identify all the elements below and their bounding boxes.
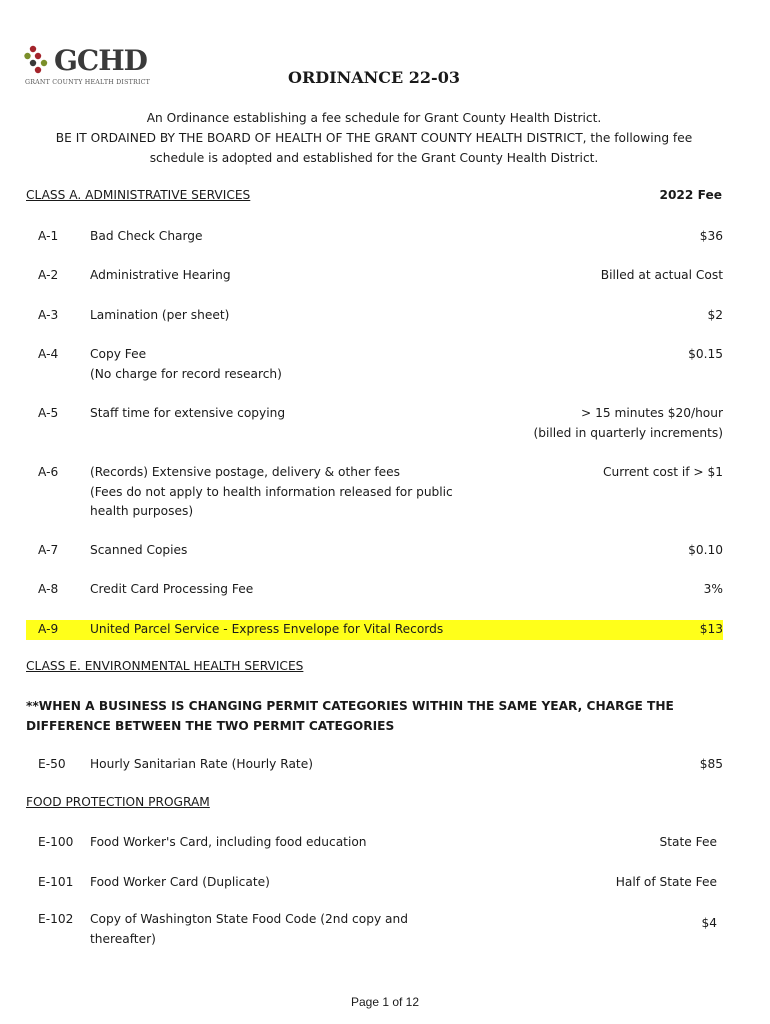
fee-description-line: Food Worker Card (Duplicate) [90,875,270,889]
fee-row [26,580,723,600]
fee-amount-line: $4 [701,916,717,930]
fee-description [90,306,480,326]
fee-row [26,541,723,561]
fee-amount [483,306,723,326]
fee-amount-line: Half of State Fee [615,875,717,889]
fee-amount-line: Current cost if > $1 [603,465,723,479]
fee-row [26,755,723,775]
fee-row [26,833,723,853]
fee-code: A-7 [38,543,59,557]
fee-description [90,620,480,640]
fee-amount [483,541,723,561]
fee-description-line: (No charge for record research) [90,366,282,381]
fee-column-header: 2022 Fee [659,188,722,202]
fee-description-line: (Fees do not apply to health information released for public [90,484,453,499]
intro-line: schedule is adopted and established for the Grant County Health District. [149,151,599,165]
fee-row [26,306,723,326]
fee-code: A-8 [38,582,59,596]
fee-code: E-102 [38,912,74,926]
fee-code: A-3 [38,308,59,322]
fee-code: E-50 [38,757,66,771]
fee-row [26,620,723,640]
fee-code: A-9 [38,622,59,636]
fee-amount [477,914,717,934]
fee-description-line: Food Worker's Card, including food education [90,835,367,849]
note-line: **WHEN A BUSINESS IS CHANGING PERMIT CATEGORIES WITHIN THE SAME YEAR, CHARGE THE [26,699,674,713]
fee-row [26,910,723,949]
fee-amount-line: 3% [703,582,723,596]
fee-code: E-101 [38,875,74,889]
fee-description [90,580,480,600]
fee-amount-line: (billed in quarterly increments) [533,425,723,440]
fee-amount-line: $85 [699,757,723,771]
fee-description-line: Lamination (per sheet) [90,308,230,322]
fee-description-line: Hourly Sanitarian Rate (Hourly Rate) [90,757,313,771]
intro-text [0,108,748,168]
fee-description [90,266,480,286]
fee-row [26,404,723,443]
fee-amount [483,404,723,443]
fee-row [26,345,723,384]
fee-amount [483,266,723,286]
fee-code: E-100 [38,835,74,849]
logo-wordmark: GCHD [54,44,147,77]
fee-description-line: (Records) Extensive postage, delivery & other fees [90,465,401,479]
fee-description [90,345,480,384]
fee-code: A-6 [38,465,59,479]
fee-row [26,266,723,286]
fee-amount [483,755,723,775]
fee-code: A-5 [38,406,59,420]
intro-line: BE IT ORDAINED BY THE BOARD OF HEALTH OF THE GRANT COUNTY HEALTH DISTRICT, the following fee [55,131,693,145]
class-a-heading: CLASS A. ADMINISTRATIVE SERVICES [26,188,251,202]
fee-amount [477,873,717,893]
fee-description-line: United Parcel Service - Express Envelope for Vital Records [90,622,444,636]
logo-subtitle: GRANT COUNTY HEALTH DISTRICT [25,79,151,86]
fee-row [26,463,723,522]
fee-code: A-2 [38,268,59,282]
fee-row [26,873,723,893]
fee-description-line: Credit Card Processing Fee [90,582,254,596]
fee-code: A-4 [38,347,59,361]
fee-amount-line: $0.10 [688,543,723,557]
fee-amount [483,463,723,483]
fee-description [90,833,480,853]
fee-description [90,755,480,775]
fee-amount [483,345,723,365]
fee-amount-line: State Fee [659,835,717,849]
fee-amount-line: $36 [699,229,723,243]
fee-code: A-1 [38,229,59,243]
fee-amount [483,620,723,640]
fee-description [90,227,480,247]
fee-description-line: Administrative Hearing [90,268,231,282]
fee-description [90,404,480,424]
permit-category-note [26,696,726,736]
fee-description-line: Copy of Washington State Food Code (2nd copy and [90,912,408,926]
fee-amount [483,227,723,247]
fee-description [90,873,480,893]
food-program-heading: FOOD PROTECTION PROGRAM [26,795,210,809]
page-title: ORDINANCE 22-03 [288,68,460,87]
fee-amount-line: $13 [699,622,723,636]
fee-amount-line: > 15 minutes $20/hour [581,406,723,420]
fee-description-line: Copy Fee [90,347,147,361]
page-number: Page 1 of 12 [350,995,420,1009]
fee-description-line: Scanned Copies [90,543,188,557]
fee-row [26,227,723,247]
fee-amount-line: Billed at actual Cost [600,268,723,282]
class-e-heading: CLASS E. ENVIRONMENTAL HEALTH SERVICES [26,659,304,673]
note-line: DIFFERENCE BETWEEN THE TWO PERMIT CATEGORIES [26,719,395,733]
fee-amount-line: $0.15 [688,347,723,361]
fee-amount [477,833,717,853]
fee-description-line: Staff time for extensive copying [90,406,286,420]
fee-description [90,463,480,522]
fee-amount-line: $2 [707,308,723,322]
fee-description [90,541,480,561]
fee-description-line: Bad Check Charge [90,229,203,243]
fee-description-line: health purposes) [90,504,194,518]
fee-amount [483,580,723,600]
fee-description [90,910,480,949]
intro-line: An Ordinance establishing a fee schedule for Grant County Health District. [146,111,602,125]
fee-description-line: thereafter) [90,931,156,946]
